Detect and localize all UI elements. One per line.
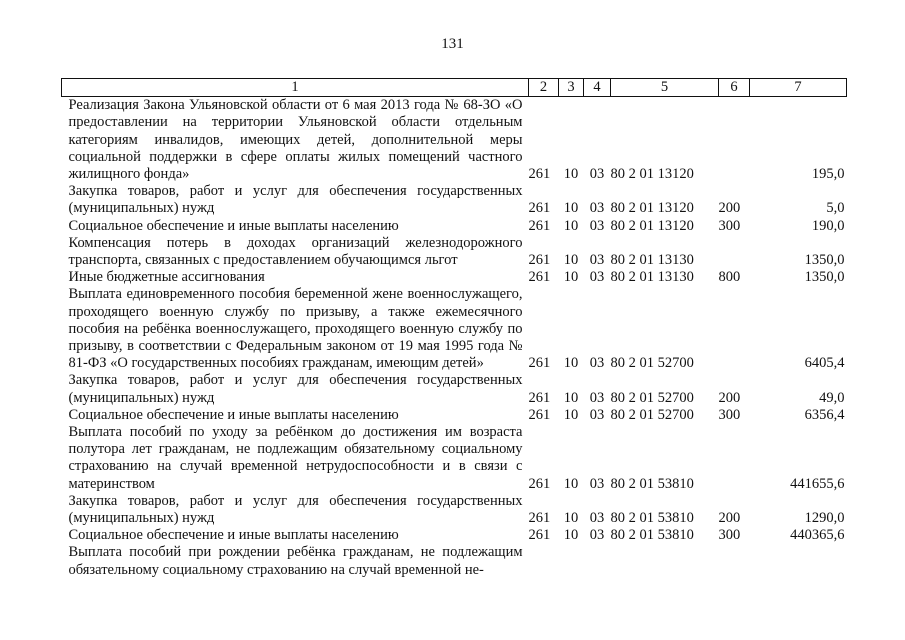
table-row	[62, 183, 847, 217]
column-header: 5	[611, 79, 719, 97]
table-body	[62, 97, 847, 579]
cell-col3	[559, 544, 584, 578]
cell-col6: 300	[718, 217, 741, 234]
table-row	[62, 235, 847, 269]
row-description: Закупка товаров, работ и услуг для обеспечения государственных (муниципальных) нужд	[68, 492, 523, 527]
cell-col2: 261	[528, 527, 551, 544]
cell-col4: 03	[589, 475, 605, 492]
cell-col6: 800	[718, 269, 741, 286]
cell-col3: 10	[563, 166, 579, 183]
column-header: 3	[559, 79, 584, 97]
table-row	[62, 372, 847, 406]
cell-col4: 03	[589, 527, 605, 544]
row-description: Компенсация потерь в доходах организаций железнодорожного транспорта, связанных с предоставлением обучающимся льгот	[68, 234, 523, 269]
cell-col5	[611, 544, 719, 578]
column-header: 2	[529, 79, 559, 97]
cell-col3: 10	[563, 510, 579, 527]
page-number: 131	[441, 36, 464, 52]
cell-col4: 03	[589, 269, 605, 286]
cell-col7: 49,0	[819, 389, 845, 406]
cell-col7: 440365,6	[790, 527, 845, 544]
cell-col7: 6356,4	[804, 406, 845, 423]
row-description: Выплата единовременного пособия беременной жене военнослужащего, проходящего военную службу по призыву, а также ежемесячного пособия на ребёнка военнослужащего, проходящего военную службу по призыву, в соответствии с Федеральным законом от 19 мая 1995 года № 81-ФЗ «О государственных пособиях гражданам, имеющим детей»	[68, 286, 523, 372]
cell-col4: 03	[589, 510, 605, 527]
cell-col4: 03	[589, 200, 605, 217]
cell-col7: 1290,0	[804, 510, 845, 527]
table-row	[62, 286, 847, 372]
cell-col7: 6405,4	[804, 355, 845, 372]
cell-col3: 10	[563, 355, 579, 372]
cell-col7	[750, 544, 847, 578]
cell-col2: 261	[528, 475, 551, 492]
cell-col4: 03	[589, 166, 605, 183]
row-description: Выплата пособий по уходу за ребёнком до достижения им возраста полутора лет гражданам, не подлежащим обязательному социальному страхованию на случай временной нетрудоспособности и в связи с материнством	[68, 424, 523, 492]
table-row	[62, 407, 847, 424]
cell-col6: 200	[718, 200, 741, 217]
cell-col3: 10	[563, 217, 579, 234]
cell-col4: 03	[589, 355, 605, 372]
cell-col2: 261	[528, 269, 551, 286]
cell-col2: 261	[528, 166, 551, 183]
column-header: 4	[584, 79, 611, 97]
cell-col6: 300	[718, 527, 741, 544]
cell-col6	[719, 235, 750, 269]
cell-col3: 10	[563, 200, 579, 217]
cell-col6: 300	[718, 406, 741, 423]
column-header: 7	[750, 79, 847, 97]
table-row	[62, 527, 847, 544]
row-description: Социальное обеспечение и иные выплаты населению	[68, 406, 399, 423]
cell-col5: 80 2 01 53810	[610, 510, 694, 527]
row-description: Социальное обеспечение и иные выплаты населению	[68, 217, 399, 234]
cell-col5: 80 2 01 52700	[610, 406, 694, 423]
cell-col4: 03	[589, 252, 605, 269]
cell-col2: 261	[528, 200, 551, 217]
table-row	[62, 269, 847, 286]
cell-col5: 80 2 01 13130	[610, 252, 694, 269]
row-description: Закупка товаров, работ и услуг для обеспечения государственных (муниципальных) нужд	[68, 372, 523, 406]
cell-col3: 10	[563, 269, 579, 286]
cell-col5: 80 2 01 52700	[610, 389, 694, 406]
cell-col5: 80 2 01 52700	[610, 355, 694, 372]
row-description: Закупка товаров, работ и услуг для обеспечения государственных (муниципальных) нужд	[68, 183, 523, 217]
cell-col5: 80 2 01 53810	[610, 527, 694, 544]
cell-col2: 261	[528, 389, 551, 406]
cell-col4: 03	[589, 217, 605, 234]
cell-col3: 10	[563, 527, 579, 544]
cell-col2: 261	[528, 252, 551, 269]
table-row	[62, 544, 847, 578]
table-row	[62, 493, 847, 527]
table-row	[62, 97, 847, 184]
cell-col5: 80 2 01 13120	[610, 200, 694, 217]
cell-col7: 195,0	[811, 166, 845, 183]
cell-col6	[719, 424, 750, 493]
cell-col6	[719, 97, 750, 184]
cell-col7: 441655,6	[790, 475, 845, 492]
cell-col6	[719, 286, 750, 372]
cell-col7: 5,0	[826, 200, 845, 217]
cell-col3: 10	[563, 475, 579, 492]
column-header: 6	[719, 79, 750, 97]
cell-col7: 1350,0	[804, 269, 845, 286]
cell-col2: 261	[528, 406, 551, 423]
cell-col4	[584, 544, 611, 578]
table-row	[62, 218, 847, 235]
header-row	[62, 79, 847, 97]
table-row	[62, 424, 847, 493]
row-description: Иные бюджетные ассигнования	[68, 269, 265, 286]
cell-col6	[719, 544, 750, 578]
cell-col2: 261	[528, 510, 551, 527]
column-header: 1	[62, 79, 529, 97]
cell-col3: 10	[563, 252, 579, 269]
cell-col5: 80 2 01 13120	[610, 217, 694, 234]
row-description: Социальное обеспечение и иные выплаты населению	[68, 527, 399, 544]
budget-table	[61, 78, 847, 579]
row-description: Выплата пособий при рождении ребёнка гражданам, не подлежащим обязательному социальному страхованию на случай временной не-	[68, 544, 523, 578]
cell-col6: 200	[718, 510, 741, 527]
cell-col6: 200	[718, 389, 741, 406]
cell-col4: 03	[589, 406, 605, 423]
cell-col7: 190,0	[811, 217, 845, 234]
cell-col5: 80 2 01 53810	[610, 475, 694, 492]
row-description: Реализация Закона Ульяновской области от 6 мая 2013 года № 68-ЗО «О предоставлении на территории Ульяновской области отдельным категориям инвалидов, имеющих детей, дополнительной меры социальной поддержки в сфере оплаты жилых помещений частного жилищного фонда»	[68, 97, 523, 183]
cell-col5: 80 2 01 13130	[610, 269, 694, 286]
cell-col2	[529, 544, 559, 578]
cell-col2: 261	[528, 355, 551, 372]
cell-col3: 10	[563, 389, 579, 406]
cell-col4: 03	[589, 389, 605, 406]
cell-col2: 261	[528, 217, 551, 234]
cell-col5: 80 2 01 13120	[610, 166, 694, 183]
cell-col7: 1350,0	[804, 252, 845, 269]
cell-col3: 10	[563, 406, 579, 423]
table-header	[62, 79, 847, 97]
